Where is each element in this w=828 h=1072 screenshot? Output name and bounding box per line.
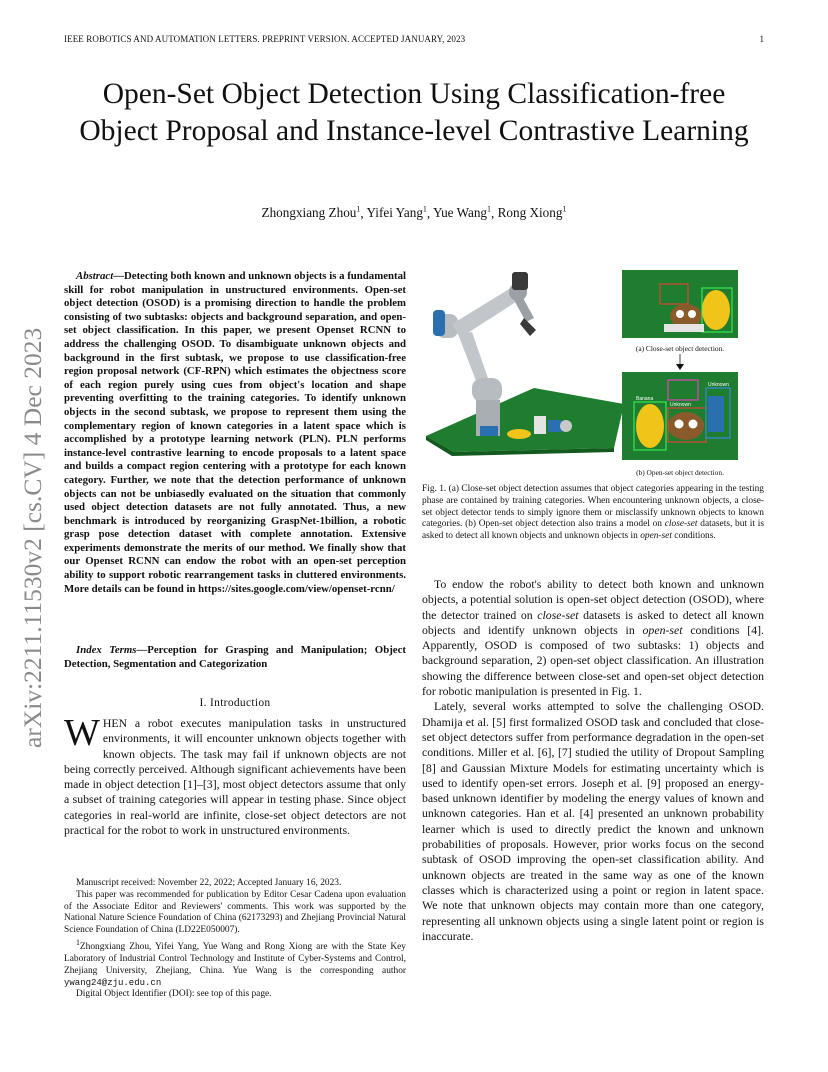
author-affiliation-mark: 1 xyxy=(422,205,427,214)
author-1: Yifei Yang$^1$ xyxy=(366,205,427,221)
arxiv-stamp: arXiv:2211.11530v2 [cs.CV] 4 Dec 2023 xyxy=(18,327,47,748)
author-list: Zhongxiang Zhou$^1$, Yifei Yang$^1$, Yue Wang$^1$, Rong Xiong$^1$ xyxy=(261,205,567,221)
text-run: conditions. xyxy=(671,531,716,542)
caption-body xyxy=(422,484,764,541)
index-terms-label: Index Terms xyxy=(76,644,137,656)
page-number: 1 xyxy=(759,34,764,44)
abstract: Abstract—Detecting both known and unknown objects is a fundamental skill for robot manipulation in unstructured environments. Open-set object detection (OSOD) is a promising direction to handle the problem consisting of two subtasks: objects and background separation, and open-set object classification. In this paper, we present Openset RCNN to address the challenging OSOD. To disambiguate unknown objects and background in the first subtask, we propose to use classification-free region proposal network (CF-RPN) which estimates the objectness score of each region purely using cues from object's location and shape preventing overfitting to the training categories. To identify unknown objects in the second subtask, we propose to represent them using the complementary region of known categories in a latent space which is accomplished by a prototype learning network (PLN). PLN performs instance-level contrastive learning to encode proposals to a latent space and builds a compact region centering with a prototype for each known category. Further, we note that the detection performance of unknown objects can not be unbiasedly evaluated on the situation that commonly used object detection datasets are not fully annotated. Thus, a new benchmark is introduced by reorganizing GraspNet-1billion, a robotic grasp pose detection dataset with complete annotation. Extensive experiments demonstrate the merits of our method. We finally show that our Openset RCNN can endow the robot with an open-set perception ability to support robotic rearrangement tasks in cluttered environments. More details can be found in https://sites.google.com/view/openset-rcnn/ xyxy=(64,270,406,595)
author-0: Zhongxiang Zhou$^1$ xyxy=(261,205,361,221)
italic-term: close-set xyxy=(537,607,579,622)
text-run: datasets, but it is asked to detect all known objects and unknown objects in xyxy=(422,519,764,542)
author-affiliation-mark: 1 xyxy=(487,205,492,214)
italic-term: open-set xyxy=(640,531,672,542)
abstract-text: Detecting both known and unknown objects is a fundamental skill for robot manipulation in unstructured environments. Open-set object detection (OSOD) is a promising direction to handle the problem consisting of two subtasks: objects and background separation, and open-set object classification. In this paper, we present Openset RCNN to address the challenging OSOD. To disambiguate unknown objects and background in the first subtask, we propose to use classification-free region proposal network (CF-RPN) which estimates the objectness score of each region purely using cues from object's location and shape preventing overfitting to the training categories. To identify unknown objects in the second subtask, we propose to represent them using the complementary region of known categories in a latent space which is accomplished by a prototype learning network (PLN). PLN performs instance-level contrastive learning to encode proposals to a latent space and builds a compact region centering with a prototype for each known category. Further, we note that the detection performance of unknown objects can not be unbiasedly evaluated on the situation that commonly used object detection datasets are not fully annotated. Thus, a new benchmark is introduced by reorganizing GraspNet-1billion, a robotic grasp pose detection dataset with complete annotation. Extensive experiments demonstrate the merits of our method. We finally show that our Openset RCNN can endow the robot with an open-set perception ability to support robotic rearrangement tasks in cluttered environments. More details can be found in https://sites.google.com/view/openset-rcnn/ xyxy=(64,270,406,595)
abstract-label: Abstract xyxy=(76,270,114,282)
subcaption-a: (a) Close-set object detection. xyxy=(635,344,725,353)
text-run: datasets is asked to detect all known objects and identify unknown objects in xyxy=(422,607,764,637)
footnote-received: Manuscript received: November 22, 2022; Accepted January 16, 2023. xyxy=(76,878,342,888)
text-run: To endow the robot's ability to detect both known and unknown objects, a potential solution is open-set object detection (OSOD), where the detector trained on xyxy=(422,577,764,622)
footnote-recommended: This paper was recommended for publication by Editor Cesar Cadena upon evaluation of the Associate Editor and Reviewers' comments. This work was supported by the National Nature Science Foundation of China (62173293) and Zhejiang Provincial Natural Science Foundation of China (LD22E050007). xyxy=(64,889,406,936)
close-set-detection-image xyxy=(622,270,738,338)
author-affiliation-mark: 1 xyxy=(562,205,567,214)
detector-label-0: Banana xyxy=(636,396,654,402)
intro-text: a robot executes manipulation tasks in unstructured environments, it will encounter unknown objects together with known objects. The task may fail if unknown objects are not being correctly perceived. Although significant achievements have been made in object detection [1]–[3], most object detectors assume that only a subset of training categories will appear in testing phase. Since object categories in real-world are infinite, close-set object detectors are not practical for the robot to work in unstructured environments. xyxy=(64,716,406,838)
footnote-affiliation-mark: 1 xyxy=(76,937,80,947)
italic-term: close-set xyxy=(664,519,698,530)
text-run: conditions [4]. Apparently, OSOD is composed of two subtasks: 1) objects and background separation, 2) open-set object classification. An illustration showing the difference between close-set and open-set object detection for robotic manipulation is presented in Fig. 1. xyxy=(422,622,764,699)
author-affiliation-mark: 1 xyxy=(356,205,361,214)
detector-label-1: Unknown xyxy=(670,402,691,408)
corresponding-email-link[interactable]: ywang24@zju.edu.cn xyxy=(64,977,162,988)
footnote-doi: Digital Object Identifier (DOI): see top of this page. xyxy=(76,989,272,1000)
introduction-paragraph xyxy=(64,712,406,838)
right-column-text xyxy=(422,577,764,944)
arrow-head xyxy=(676,364,684,370)
robot-scene-image xyxy=(426,272,624,456)
footnote-affiliation xyxy=(64,937,406,989)
paragraph-related-work: Lately, several works attempted to solve the challenging OSOD. Dhamija et al. [5] first formalized OSOD task and concluded that close-set object detectors suffer from performance degradation in the open-set conditions. Miller et al. [6], [7] studied the utility of Dropout Sampling [8] and Gaussian Mixture Models for estimating uncertainty which is used to identify open-set errors. Joseph et al. [9] proposed an energy-based unknown identifier by modeling the energy values of known and unknown categories. Han et al. [4] presented an unknown probability learner which is used to directly predict the known and unknown probabilities of proposals. However, prior works focus on the second subtask of OSOD improving the open-set classification ability. And unknown objects are treated in the same way as one of the known classes which is characterized using a point or region in latent space. We note that unknown objects may contain more than one category, representing all unknown objects using a single latent point or region is inaccurate. xyxy=(422,699,764,943)
detector-label-2: Unknown xyxy=(708,382,729,388)
dropcap: W xyxy=(64,712,100,754)
footnotes xyxy=(64,878,406,1001)
index-terms-text: Perception for Grasping and Manipulation; Object Detection, Segmentation and Categorization xyxy=(64,644,406,670)
text-run: (a) Close-set object detection assumes that object categories appearing in the testing phase are contained by training categories. When encountering unknown objects, a close-set object detector tends to simply ignore them or misclassify unknown objects to known categories. (b) Open-set object detection also trains a model on xyxy=(422,484,764,530)
italic-term: open-set xyxy=(642,622,683,637)
open-set-detection-image xyxy=(622,372,738,460)
caption-label: Fig. 1. xyxy=(422,484,447,494)
index-terms: Index Terms—Perception for Grasping and Manipulation; Object Detection, Segmentation and Categorization xyxy=(64,644,406,670)
paper-title: Open-Set Object Detection Using Classification-free Object Proposal and Instance-level Contrastive Learning xyxy=(79,78,749,147)
figure-1 xyxy=(424,266,764,482)
paragraph-osod xyxy=(422,577,764,699)
figure-1-caption xyxy=(422,484,764,543)
footnote-affiliation-text: Zhongxiang Zhou, Yifei Yang, Yue Wang and Rong Xiong are with the State Key Laboratory of Industrial Control Technology and Institute of Cyber-Systems and Control, Zhejiang University, Zhejiang, China. Yue Wang is the corresponding author xyxy=(64,942,406,976)
figure-1-graphic xyxy=(424,266,764,482)
author-2: Yue Wang$^1$ xyxy=(433,205,492,221)
section-heading-introduction: I. Introduction xyxy=(199,697,271,709)
subcaption-b: (b) Open-set object detection. xyxy=(636,468,724,477)
author-3: Rong Xiong$^1$ xyxy=(497,205,567,221)
running-head: IEEE ROBOTICS AND AUTOMATION LETTERS. PREPRINT VERSION. ACCEPTED JANUARY, 2023 xyxy=(64,34,466,44)
intro-lead-word: HEN xyxy=(102,716,128,730)
